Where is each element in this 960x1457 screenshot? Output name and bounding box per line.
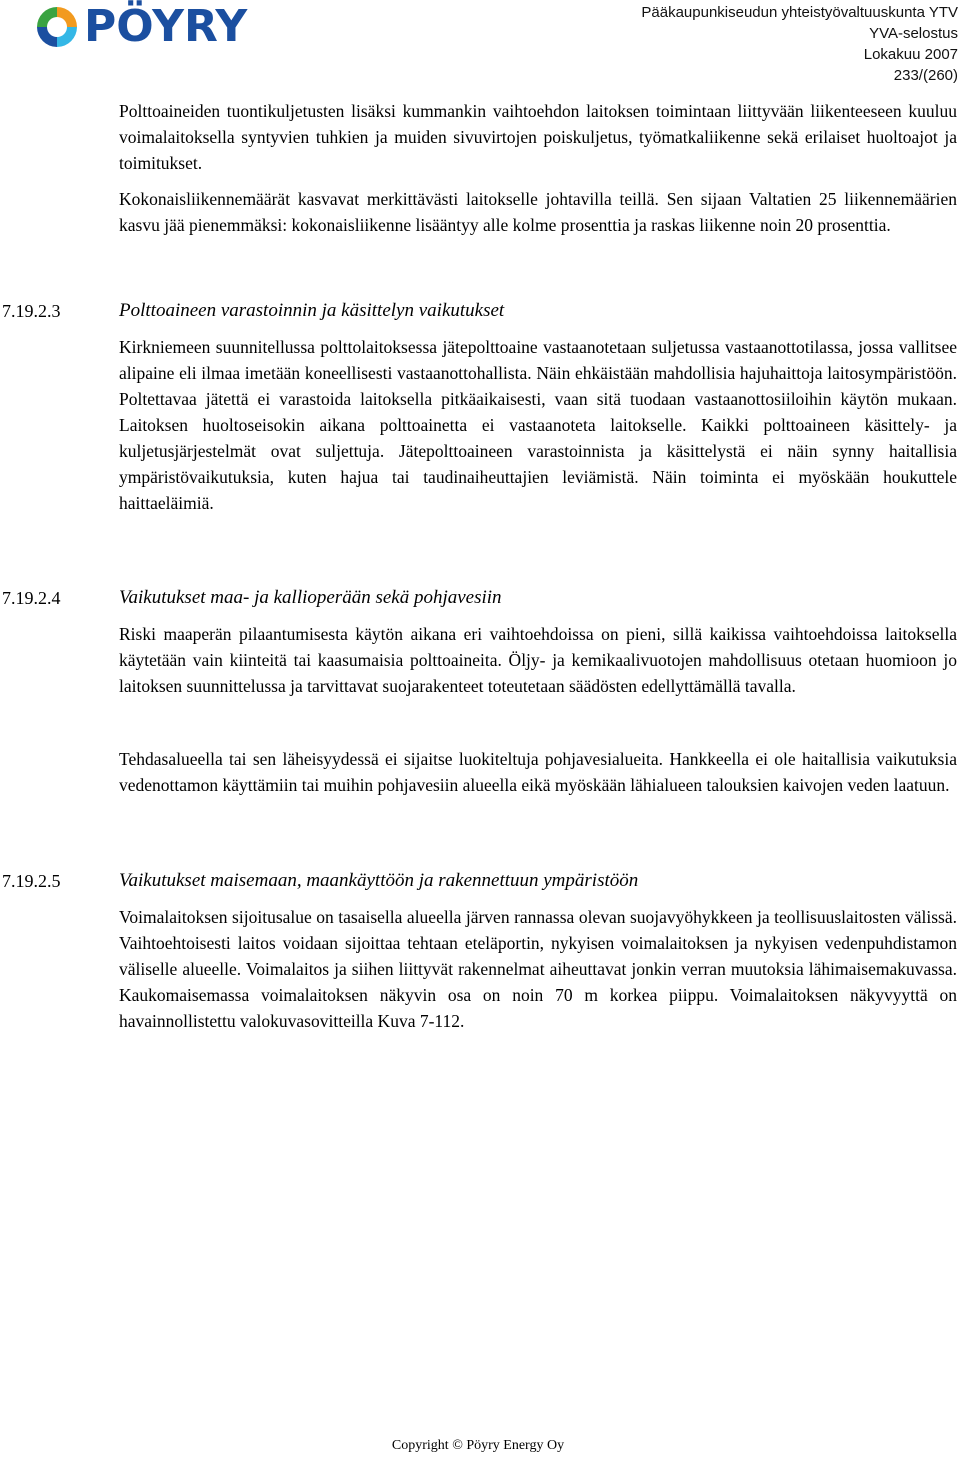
poyry-logo: [34, 1, 248, 52]
section-title: Vaikutukset maisemaan, maankäyttöön ja rakennettuun ympäristöön: [119, 870, 639, 891]
section-number: 7.19.2.4: [2, 588, 61, 608]
header-date: Lokakuu 2007: [863, 46, 958, 63]
brand-name: PÖYRY: [84, 1, 248, 52]
poyry-swirl-logo-icon: [34, 4, 80, 50]
section-title: Vaikutukset maa- ja kallioperään sekä pohjavesiin: [119, 587, 502, 608]
header-page-number: 233/(260): [893, 67, 958, 84]
intro-paragraph-1: Polttoaineiden tuontikuljetusten lisäksi kummankin vaihtoehdon laitoksen toimintaan liittyvään liikenteeseen kuuluu voimalaitoksella syntyvien tuhkien ja muiden sivuvirtojen poiskuljetus, työmatkaliikenne sekä erilaiset huoltoajot ja toimitukset.: [119, 101, 957, 173]
section-paragraph: Voimalaitoksen sijoitusalue on tasaisella alueella järven rannassa olevan suojavyöhykkeen ja teollisuuslaitosten välissä. Vaihtoehtoisesti laitos voidaan sijoittaa tehtaan eteläportin, nykyisen voimalaitoksen ja nykyisen vedenpuhdistamon väliselle alueelle. Voimalaitos ja siihen liittyvät rakennelmat aiheuttavat jonkin verran muutoksia lähimaisemakuvassa. Kaukomaisemassa voimalaitoksen näkyvin osa on noin 70 m korkea piippu. Voimalaitoksen näkyvyyttä on havainnollistettu valokuvasovitteilla Kuva 7-112.: [119, 907, 957, 1031]
section-number: 7.19.2.3: [2, 301, 61, 321]
document-header-meta: [641, 2, 958, 86]
footer-copyright: Copyright © Pöyry Energy Oy: [391, 1438, 565, 1453]
header-document-type: YVA-selostus: [869, 25, 958, 42]
section-number: 7.19.2.5: [2, 871, 61, 891]
section-title: Polttoaineen varastoinnin ja käsittelyn vaikutukset: [119, 300, 505, 321]
section-paragraph: Kirkniemeen suunnitellussa polttolaitoksessa jätepolttoaine vastaanotetaan suljetussa vastaanottotilassa, jossa vallitsee alipaine eli ilmaa imetään koneellisesti vastaanottohallista. Näin ehkäistään mahdollisia hajuhaittoja laitosympäristöön. Poltettavaa jätettä ei varastoida laitoksella pitkäaikaisesti, vaan sitä tuodaan vastaanottosiiloihin käytön mukaan. Laitoksen huoltoseisokin aikana polttoainetta ei vastaanoteta laitokselle. Kaikki polttoaineen käsittely- ja kuljetusjärjestelmät ovat suljettuja. Jätepolttoaineen varastoinnista ja käsittelystä ei näin synny haitallisia ympäristövaikutuksia, kuten hajua tai taudinaiheuttajien leviämistä. Näin toiminta ei myöskään houkuttele haittaeläimiä.: [119, 337, 957, 513]
intro-paragraph-2: Kokonaisliikennemäärät kasvavat merkittävästi laitokselle johtavilla teillä. Sen sijaan Valtatien 25 liikennemäärien kasvu jää pienemmäksi: kokonaisliikenne lisääntyy alle kolme prosenttia ja raskas liikenne noin 20 prosenttia.: [119, 189, 957, 235]
section-paragraph: Riski maaperän pilaantumisesta käytön aikana eri vaihtoehdoissa on pieni, sillä kaikissa vaihtoehdoissa laitoksella käytetään vain kiinteitä tai kaasumaisia polttoaineita. Öljy- ja kemikaalivuotojen mahdollisuus otetaan huomioon jo laitoksen suunnittelussa ja tarvittavat suojarakenteet toteutetaan säädösten edellyttämällä tavalla.: [119, 624, 957, 696]
header-organization: Pääkaupunkiseudun yhteistyövaltuuskunta YTV: [641, 4, 958, 21]
section-paragraph: Tehdasalueella tai sen läheisyydessä ei sijaitse luokiteltuja pohjavesialueita. Hankkeella ei ole haitallisia vaikutuksia vedenottamon käyttämiin tai muihin pohjavesiin alueella eikä myöskään lähialueen talouksien kaivojen veden laatuun.: [119, 749, 957, 795]
